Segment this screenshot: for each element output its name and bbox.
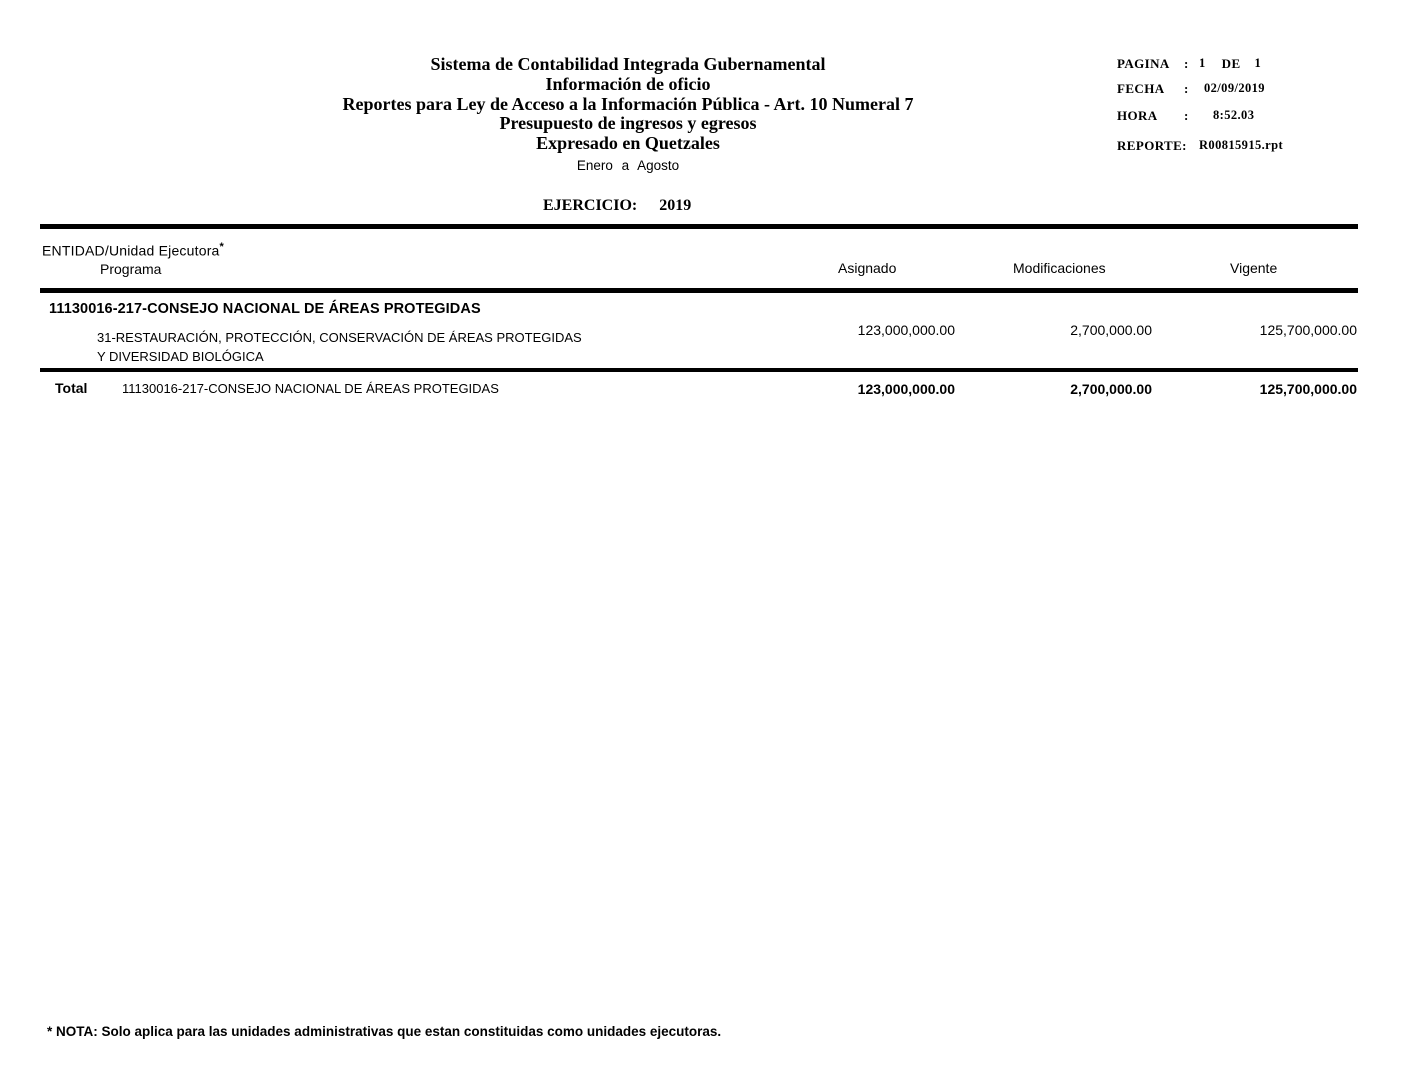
col-header-vigente: Vigente — [1230, 260, 1278, 276]
pagina-value: 1 — [1199, 56, 1206, 70]
program-vigente-amount: 125,700,000.00 — [1259, 322, 1357, 338]
ejercicio-row — [543, 197, 691, 215]
hora-value: 8:52.03 — [1213, 108, 1255, 122]
hora-colon: : — [1184, 108, 1189, 123]
program-modificaciones-amount: 2,700,000.00 — [1070, 322, 1152, 338]
table-total-rule — [40, 368, 1358, 372]
col-header-modificaciones: Modificaciones — [1013, 260, 1106, 276]
report-title-line-5: Expresado en Quetzales — [536, 133, 720, 154]
meta-row-reporte — [1117, 138, 1283, 154]
report-title-line-3: Reportes para Ley de Acceso a la Información Pública - Art. 10 Numeral 7 — [342, 93, 914, 114]
fecha-value: 02/09/2019 — [1204, 81, 1265, 95]
col-header-programa: Programa — [100, 261, 162, 277]
table-top-rule — [40, 224, 1358, 229]
reporte-label: REPORTE: — [1117, 138, 1187, 153]
col-header-asignado: Asignado — [838, 260, 897, 276]
pagina-total-value: 1 — [1254, 56, 1262, 70]
meta-row-pagina — [1117, 56, 1261, 72]
report-period: Enero a Agosto — [576, 158, 680, 173]
meta-row-fecha — [1117, 81, 1265, 97]
ejercicio-value: 2019 — [659, 197, 692, 214]
report-title-block — [0, 55, 1256, 154]
report-title-line-2: Información de oficio — [545, 73, 711, 94]
ejercicio-label: EJERCICIO: — [543, 197, 638, 214]
total-label: Total — [55, 380, 88, 396]
total-modificaciones-amount: 2,700,000.00 — [1070, 381, 1152, 397]
pagina-label: PAGINA — [1117, 56, 1170, 71]
report-title-line-4: Presupuesto de ingresos y egresos — [499, 113, 757, 134]
program-name-line1: 31-RESTAURACIÓN, PROTECCIÓN, CONSERVACIÓN DE ÁREAS PROTEGIDAS — [97, 330, 582, 345]
table-header-rule — [40, 288, 1358, 293]
col-header-entidad — [42, 241, 224, 259]
pagina-de-label: DE — [1221, 56, 1241, 71]
total-asignado-amount: 123,000,000.00 — [857, 381, 955, 397]
meta-row-hora — [1117, 108, 1254, 124]
report-title-line-1: Sistema de Contabilidad Integrada Gubernamental — [430, 54, 826, 74]
total-entity-name: 11130016-217-CONSEJO NACIONAL DE ÁREAS PROTEGIDAS — [122, 381, 499, 396]
footer-note: * NOTA: Solo aplica para las unidades administrativas que estan constituidas como unidades ejecutoras. — [47, 1024, 722, 1039]
fecha-label: FECHA — [1117, 81, 1165, 96]
pagina-colon: : — [1184, 56, 1189, 71]
program-name-line2: Y DIVERSIDAD BIOLÓGICA — [97, 349, 264, 364]
entity-name: 11130016-217-CONSEJO NACIONAL DE ÁREAS PROTEGIDAS — [49, 301, 481, 317]
fecha-colon: : — [1184, 81, 1189, 96]
total-vigente-amount: 125,700,000.00 — [1259, 381, 1357, 397]
col-header-entidad-text: ENTIDAD/Unidad Ejecutora — [42, 242, 220, 259]
program-asignado-amount: 123,000,000.00 — [857, 322, 955, 338]
reporte-value: R00815915.rpt — [1199, 138, 1284, 152]
entidad-asterisk: * — [219, 241, 225, 253]
hora-label: HORA — [1117, 108, 1158, 123]
